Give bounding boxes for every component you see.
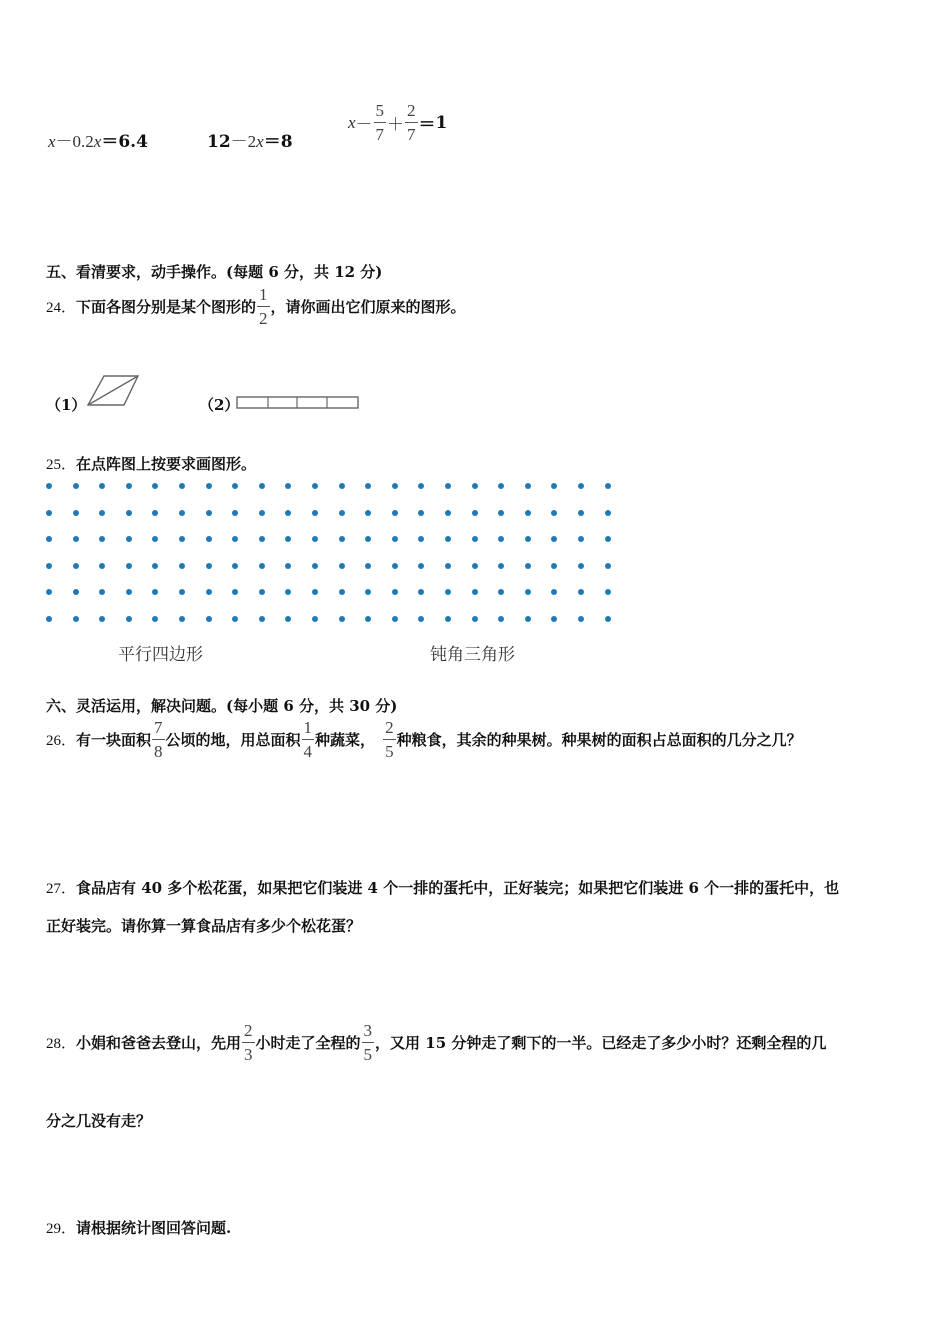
grid-dot [498, 616, 504, 622]
grid-dot [152, 483, 158, 489]
grid-dot [232, 563, 238, 569]
grid-dot [578, 510, 584, 516]
grid-dot [445, 616, 451, 622]
grid-dot [578, 563, 584, 569]
grid-dot [206, 483, 212, 489]
grid-dot [525, 510, 531, 516]
grid-dot [179, 483, 185, 489]
question-25: 25．在点阵图上按要求画图形。 [46, 455, 257, 473]
grid-dot [445, 510, 451, 516]
grid-dot [232, 616, 238, 622]
grid-dot [312, 616, 318, 622]
label-parallelogram: 平行四边形 [118, 645, 203, 665]
grid-dot [126, 589, 132, 595]
grid-dot [285, 483, 291, 489]
grid-dot [126, 536, 132, 542]
grid-dot [472, 483, 478, 489]
grid-dot [339, 536, 345, 542]
grid-dot [472, 589, 478, 595]
grid-dot [126, 510, 132, 516]
grid-dot [605, 483, 611, 489]
grid-dot [605, 510, 611, 516]
grid-dot [365, 510, 371, 516]
grid-dot [339, 510, 345, 516]
grid-dot [498, 510, 504, 516]
fraction: $\frac{2}{7}$ [407, 101, 416, 144]
grid-dot [152, 589, 158, 595]
grid-dot [73, 589, 79, 595]
equation-1: x－0.2x＝6.4 [48, 132, 148, 152]
grid-dot [259, 510, 265, 516]
grid-dot [99, 616, 105, 622]
grid-dot [392, 616, 398, 622]
grid-dot [73, 563, 79, 569]
grid-dot [46, 536, 52, 542]
grid-dot [525, 616, 531, 622]
grid-dot [259, 589, 265, 595]
grid-dot [525, 563, 531, 569]
figure-2-label: （2） [199, 396, 240, 414]
grid-dot [551, 616, 557, 622]
fraction: $\frac{7}{8}$ [154, 718, 163, 761]
grid-dot [605, 589, 611, 595]
grid-dot [525, 589, 531, 595]
grid-dot [152, 536, 158, 542]
grid-dot [418, 510, 424, 516]
grid-dot [605, 563, 611, 569]
section-6-title: 六、灵活运用，解决问题。(每小题 6 分，共 30 分) [46, 697, 398, 715]
grid-dot [73, 510, 79, 516]
fraction: $\frac{1}{2}$ [259, 285, 268, 328]
grid-dot [472, 563, 478, 569]
grid-dot [179, 563, 185, 569]
grid-dot [312, 536, 318, 542]
grid-dot [312, 589, 318, 595]
grid-dot [365, 483, 371, 489]
grid-dot [525, 536, 531, 542]
grid-dot [578, 616, 584, 622]
question-27-line-2: 正好装完。请你算一算食品店有多少个松花蛋？ [46, 917, 362, 935]
grid-dot [232, 589, 238, 595]
question-28-line-1: 28． 小娟和爸爸去登山，先用 $\frac{2}{3}$ 小时走了全程的 $\frac{3}{5}$ ，又用 15 分钟走了剩下的一半。已经走了多少小时？还剩全程的几 [46, 1021, 827, 1064]
grid-dot [392, 510, 398, 516]
grid-dot [312, 510, 318, 516]
grid-dot [605, 536, 611, 542]
question-28-line-2: 分之几没有走？ [46, 1112, 152, 1130]
question-27-line-1: 27．食品店有 40 多个松花蛋，如果把它们装进 4 个一排的蛋托中，正好装完；如果把它们装进 6 个一排的蛋托中，也 [46, 879, 840, 897]
grid-dot [339, 483, 345, 489]
grid-dot [365, 616, 371, 622]
grid-dot [152, 616, 158, 622]
grid-dot [46, 563, 52, 569]
fraction: $\frac{5}{7}$ [375, 101, 385, 144]
grid-dot [259, 616, 265, 622]
grid-dot [259, 483, 265, 489]
grid-dot [285, 563, 291, 569]
grid-dot [73, 616, 79, 622]
grid-dot [418, 563, 424, 569]
fraction: $\frac{3}{5}$ [363, 1021, 373, 1064]
grid-dot [445, 536, 451, 542]
grid-dot [99, 536, 105, 542]
grid-dot [46, 510, 52, 516]
label-obtuse-triangle: 钝角三角形 [430, 645, 515, 665]
question-29: 29．请根据统计图回答问题. [46, 1219, 232, 1237]
grid-dot [73, 483, 79, 489]
grid-dot [418, 589, 424, 595]
grid-dot [551, 536, 557, 542]
grid-dot [126, 563, 132, 569]
grid-dot [312, 483, 318, 489]
grid-dot [126, 616, 132, 622]
grid-dot [206, 616, 212, 622]
section-5-title: 五、看清要求，动手操作。(每题 6 分，共 12 分) [46, 263, 383, 281]
grid-dot [578, 483, 584, 489]
grid-dot [365, 563, 371, 569]
figure-1-label: （1） [46, 396, 87, 414]
grid-dot [392, 563, 398, 569]
grid-dot [445, 589, 451, 595]
grid-dot [445, 563, 451, 569]
grid-dot [365, 536, 371, 542]
grid-dot [206, 563, 212, 569]
grid-dot [578, 589, 584, 595]
question-24: 24． 下面各图分别是某个图形的 $\frac{1}{2}$ ，请你画出它们原来的图形。 [46, 285, 466, 328]
grid-dot [392, 589, 398, 595]
grid-dot [152, 563, 158, 569]
grid-dot [232, 510, 238, 516]
grid-dot [498, 589, 504, 595]
grid-dot [445, 483, 451, 489]
grid-dot [472, 536, 478, 542]
fraction: $\frac{2}{5}$ [385, 718, 394, 761]
grid-dot [99, 589, 105, 595]
grid-dot [46, 589, 52, 595]
grid-dot [232, 536, 238, 542]
grid-dot [232, 483, 238, 489]
grid-dot [339, 589, 345, 595]
grid-dot [418, 616, 424, 622]
grid-dot [498, 563, 504, 569]
equation-2: 12－2x＝8 [207, 132, 293, 152]
grid-dot [418, 536, 424, 542]
grid-dot [551, 483, 557, 489]
grid-dot [285, 536, 291, 542]
half-shape-parallelogram [86, 374, 140, 408]
grid-dot [179, 616, 185, 622]
grid-dot [152, 510, 158, 516]
grid-dot [525, 483, 531, 489]
grid-dot [285, 510, 291, 516]
grid-dot [551, 563, 557, 569]
grid-dot [392, 536, 398, 542]
grid-dot [99, 510, 105, 516]
grid-dot [551, 589, 557, 595]
grid-dot [472, 616, 478, 622]
grid-dot [99, 563, 105, 569]
grid-dot [179, 589, 185, 595]
grid-dot [392, 483, 398, 489]
grid-dot [179, 510, 185, 516]
grid-dot [339, 616, 345, 622]
grid-dot [285, 589, 291, 595]
grid-dot [206, 510, 212, 516]
grid-dot [339, 563, 345, 569]
grid-dot [46, 483, 52, 489]
grid-dot [259, 563, 265, 569]
grid-dot [578, 536, 584, 542]
grid-dot [259, 536, 265, 542]
fraction: $\frac{1}{4}$ [303, 718, 313, 761]
equation-3: x － $\frac{5}{7}$ ＋ $\frac{2}{7}$ ＝ 1 [348, 101, 448, 144]
grid-dot [99, 483, 105, 489]
grid-dot [605, 616, 611, 622]
grid-dot [365, 589, 371, 595]
grid-dot [126, 483, 132, 489]
grid-dot [498, 536, 504, 542]
grid-dot [498, 483, 504, 489]
grid-dot [472, 510, 478, 516]
grid-dot [285, 616, 291, 622]
grid-dot [206, 536, 212, 542]
grid-dot [179, 536, 185, 542]
grid-dot [46, 616, 52, 622]
half-shape-segmented-bar [236, 396, 360, 410]
grid-dot [206, 589, 212, 595]
grid-dot [312, 563, 318, 569]
grid-dot [551, 510, 557, 516]
question-26: 26． 有一块面积 $\frac{7}{8}$ 公顷的地，用总面积 $\frac{1}{4}$ 种蔬菜， $\frac{2}{5}$ 种粮食，其余的种果树。种果树的面积占总面积的几分之几？ [46, 718, 802, 761]
grid-dot [73, 536, 79, 542]
grid-dot [418, 483, 424, 489]
fraction: $\frac{2}{3}$ [244, 1021, 253, 1064]
